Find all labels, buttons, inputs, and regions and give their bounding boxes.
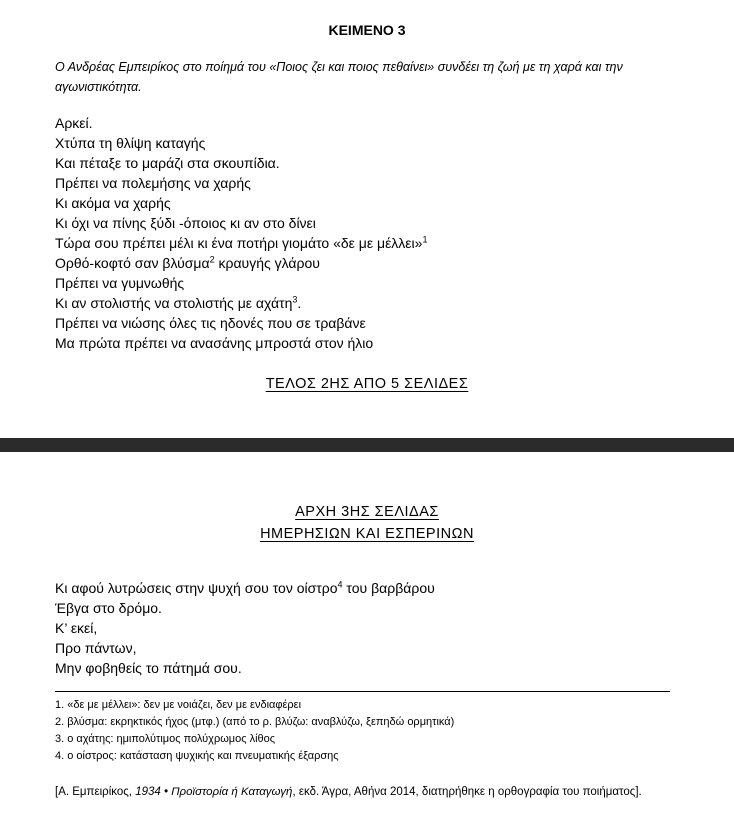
footnote-marker: 3: [292, 294, 298, 305]
poem-stanza-top: [55, 113, 427, 353]
poem-line: [55, 273, 427, 293]
start-of-page-note: ΑΡΧΗ 3ΗΣ ΣΕΛΙΔΑΣ: [295, 504, 439, 520]
source-citation: [55, 784, 670, 801]
poem-line: [55, 313, 427, 333]
footnote-rule: [55, 691, 670, 692]
poem-line: [55, 233, 427, 253]
poem-line: [55, 598, 435, 618]
poem-line: [55, 113, 427, 133]
footnote-marker: 1: [422, 234, 428, 245]
poem-line: [55, 173, 427, 193]
poem-line-text: Μην φοβηθείς το πάτημά σου.: [55, 660, 242, 676]
poem-stanza-bottom: [55, 578, 435, 678]
poem-line-text: Μα πρώτα πρέπει να ανασάνης μπροστά στον ήλιο: [55, 335, 374, 351]
footnotes-list: [55, 697, 454, 765]
poem-line-continuation: του βαρβάρου: [342, 580, 435, 596]
poem-line-text: Αρκεί.: [55, 115, 93, 131]
footnote-item: 4. ο οίστρος: κατάσταση ψυχικής και πνευματικής έξαρσης: [55, 750, 339, 762]
document-title: ΚΕΙΜΕΝΟ 3: [328, 22, 406, 38]
poem-line-text: Κι ακόμα να χαρής: [55, 195, 171, 211]
poem-line: [55, 578, 435, 598]
page-divider: [0, 438, 734, 452]
poem-line-text: Κ’ εκεί,: [55, 620, 98, 636]
poem-line: [55, 658, 435, 678]
poem-line: [55, 333, 427, 353]
poem-line-text: Ορθό-κοφτό σαν βλύσμα: [55, 255, 210, 271]
poem-line: [55, 153, 427, 173]
footnote-item: 2. βλύσμα: εκρηκτικός ήχος (μτφ.) (από το ρ. βλύζω: αναβλύζω, ξεπηδώ ορμητικά): [55, 716, 455, 728]
poem-line: [55, 638, 435, 658]
poem-line-text: Κι αφού λυτρώσεις στην ψυχή σου τον οίστρο: [55, 580, 338, 596]
poem-line: [55, 253, 427, 273]
poem-line-text: Προ πάντων,: [55, 640, 137, 656]
end-of-page-note: ΤΕΛΟΣ 2ΗΣ ΑΠΟ 5 ΣΕΛΙΔΕΣ: [265, 376, 469, 392]
poem-line: [55, 618, 435, 638]
source-title: 1934 • Προϊστορία ή Καταγωγή: [135, 786, 293, 798]
poem-line-text: Πρέπει να πολεμήσης να χαρής: [55, 175, 251, 191]
page-bottom: [0, 452, 734, 815]
source-prefix: [Α. Εμπειρίκος,: [55, 786, 136, 798]
source-suffix: , εκδ. Άγρα, Αθήνα 2014, διατηρήθηκε η ορθογραφία του ποιήματος].: [292, 786, 642, 798]
poem-line-text: Κι αν στολιστής να στολιστής με αχάτη: [55, 295, 293, 311]
poem-line-text: Πρέπει να γυμνωθής: [55, 275, 185, 291]
poem-line: [55, 133, 427, 153]
poem-line: [55, 293, 427, 313]
footnote-item: 3. ο αχάτης: ημιπολύτιμος πολύχρωμος λίθος: [55, 733, 276, 745]
footnote-marker: 2: [209, 254, 215, 265]
intro-text: Ο Ανδρέας Εμπειρίκος στο ποίημά του «Ποιος ζει και ποιος πεθαίνει» συνδέει τη ζωή με τη χαρά και την αγωνιστικότητα.: [55, 60, 623, 94]
footnote-item: 1. «δε με μέλλει»: δεν με νοιάζει, δεν με ενδιαφέρει: [55, 699, 302, 711]
footnote-marker: 4: [337, 579, 343, 590]
poem-line-text: Έβγα στο δρόμο.: [55, 600, 162, 616]
poem-line-text: Χτύπα τη θλίψη καταγής: [55, 135, 206, 151]
poem-line-text: Κι όχι να πίνης ξύδι -όποιος κι αν στο δίνει: [55, 215, 316, 231]
poem-line: [55, 213, 427, 233]
poem-line-continuation: .: [297, 295, 302, 311]
poem-line-text: Πρέπει να νιώσης όλες τις ηδονές που σε τραβάνε: [55, 315, 366, 331]
exam-type-note: ΗΜΕΡΗΣΙΩΝ ΚΑΙ ΕΣΠΕΡΙΝΩΝ: [260, 526, 474, 542]
poem-line-text: Τώρα σου πρέπει μέλι κι ένα ποτήρι γιομάτο «δε με μέλλει»: [55, 235, 423, 251]
poem-line: [55, 193, 427, 213]
poem-line-continuation: κραυγής γλάρου: [214, 255, 320, 271]
poem-line-text: Και πέταξε το μαράζι στα σκουπίδια.: [55, 155, 280, 171]
